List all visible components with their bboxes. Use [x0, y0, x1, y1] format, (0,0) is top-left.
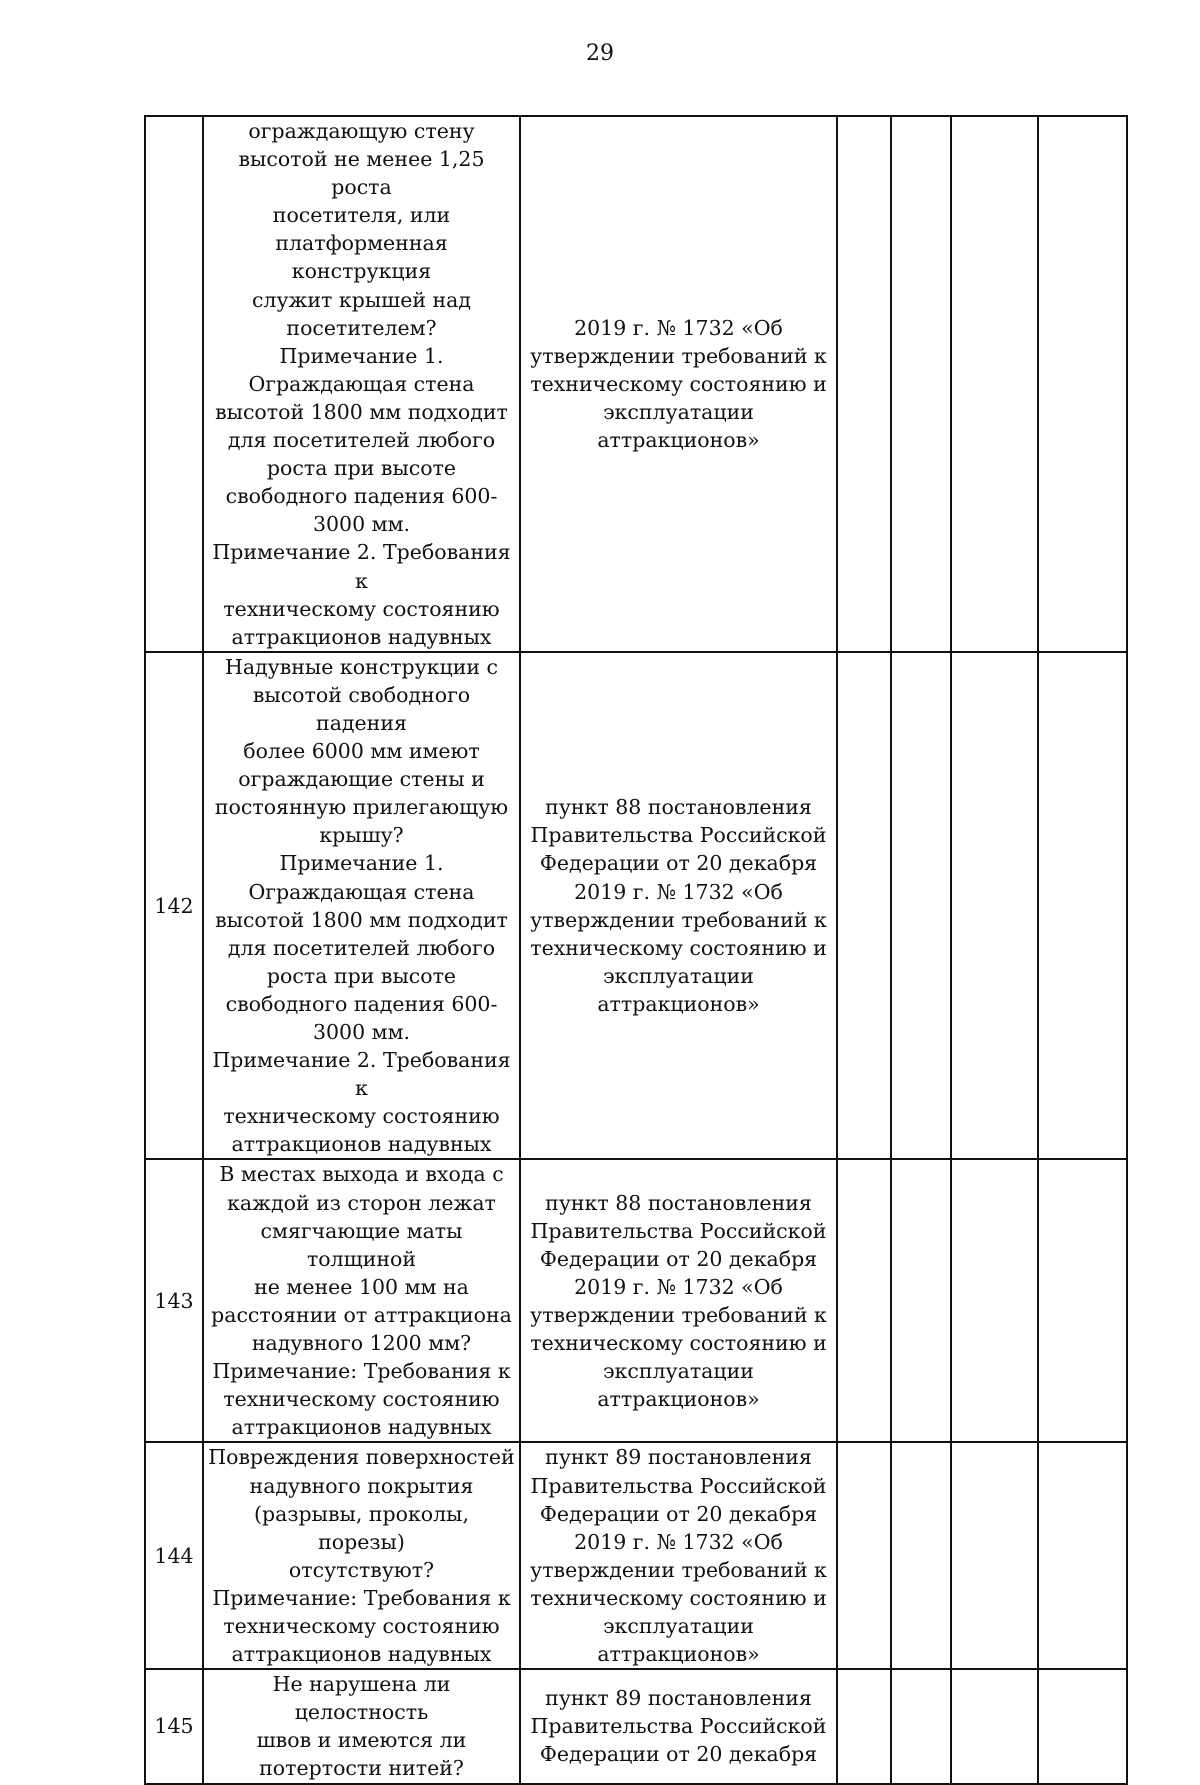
table-row	[145, 1159, 1127, 1442]
row-number: 145	[145, 1669, 203, 1783]
remarks-cell	[1038, 1442, 1127, 1669]
answer-no-cell	[891, 1159, 951, 1442]
not-applicable-cell	[951, 1669, 1038, 1783]
requirement-question: Повреждения поверхностей надувного покрытия (разрывы, проколы, порезы) отсутствуют? Примечание: Требования к техническому состоянию аттракционов надувных	[203, 1442, 520, 1669]
answer-yes-cell	[837, 116, 891, 652]
legal-basis: пункт 88 постановления Правительства Российской Федерации от 20 декабря 2019 г. № 1732 «Об утверждении требований к техническому состоянию и эксплуатации аттракционов»	[520, 652, 837, 1160]
remarks-cell	[1038, 1669, 1127, 1783]
row-number: 143	[145, 1159, 203, 1442]
answer-yes-cell	[837, 652, 891, 1160]
legal-basis: 2019 г. № 1732 «Об утверждении требований к техническому состоянию и эксплуатации аттракционов»	[520, 116, 837, 652]
remarks-cell	[1038, 116, 1127, 652]
answer-yes-cell	[837, 1442, 891, 1669]
table-row	[145, 1442, 1127, 1669]
remarks-cell	[1038, 652, 1127, 1160]
not-applicable-cell	[951, 116, 1038, 652]
requirement-question: Не нарушена ли целостность швов и имеются ли потертости нитей?	[203, 1669, 520, 1783]
answer-no-cell	[891, 116, 951, 652]
table-row	[145, 116, 1127, 652]
answer-yes-cell	[837, 1669, 891, 1783]
not-applicable-cell	[951, 1159, 1038, 1442]
checklist-table	[144, 115, 1128, 1785]
legal-basis: пункт 89 постановления Правительства Российской Федерации от 20 декабря	[520, 1669, 837, 1783]
remarks-cell	[1038, 1159, 1127, 1442]
not-applicable-cell	[951, 652, 1038, 1160]
table-row	[145, 652, 1127, 1160]
answer-no-cell	[891, 652, 951, 1160]
requirement-question: ограждающую стену высотой не менее 1,25 роста посетителя, или платформенная конструкция служит крышей над посетителем? Примечание 1. Ограждающая стена высотой 1800 мм подходит для посетителей любого роста при высоте свободного падения 600- 3000 мм. Примечание 2. Требования к техническому состоянию аттракционов надувных	[203, 116, 520, 652]
answer-no-cell	[891, 1442, 951, 1669]
answer-no-cell	[891, 1669, 951, 1783]
not-applicable-cell	[951, 1442, 1038, 1669]
row-number: 142	[145, 652, 203, 1160]
requirement-question: В местах выхода и входа с каждой из сторон лежат смягчающие маты толщиной не менее 100 мм на расстоянии от аттракциона надувного 1200 мм? Примечание: Требования к техническому состоянию аттракционов надувных	[203, 1159, 520, 1442]
answer-yes-cell	[837, 1159, 891, 1442]
row-number	[145, 116, 203, 652]
legal-basis: пункт 88 постановления Правительства Российской Федерации от 20 декабря 2019 г. № 1732 «Об утверждении требований к техническому состоянию и эксплуатации аттракционов»	[520, 1159, 837, 1442]
requirement-question: Надувные конструкции с высотой свободного падения более 6000 мм имеют ограждающие стены и постоянную прилегающую крышу? Примечание 1. Ограждающая стена высотой 1800 мм подходит для посетителей любого роста при высоте свободного падения 600- 3000 мм. Примечание 2. Требования к техническому состоянию аттракционов надувных	[203, 652, 520, 1160]
row-number: 144	[145, 1442, 203, 1669]
table-row	[145, 1669, 1127, 1783]
page-number: 29	[586, 41, 614, 66]
legal-basis: пункт 89 постановления Правительства Российской Федерации от 20 декабря 2019 г. № 1732 «Об утверждении требований к техническому состоянию и эксплуатации аттракционов»	[520, 1442, 837, 1669]
